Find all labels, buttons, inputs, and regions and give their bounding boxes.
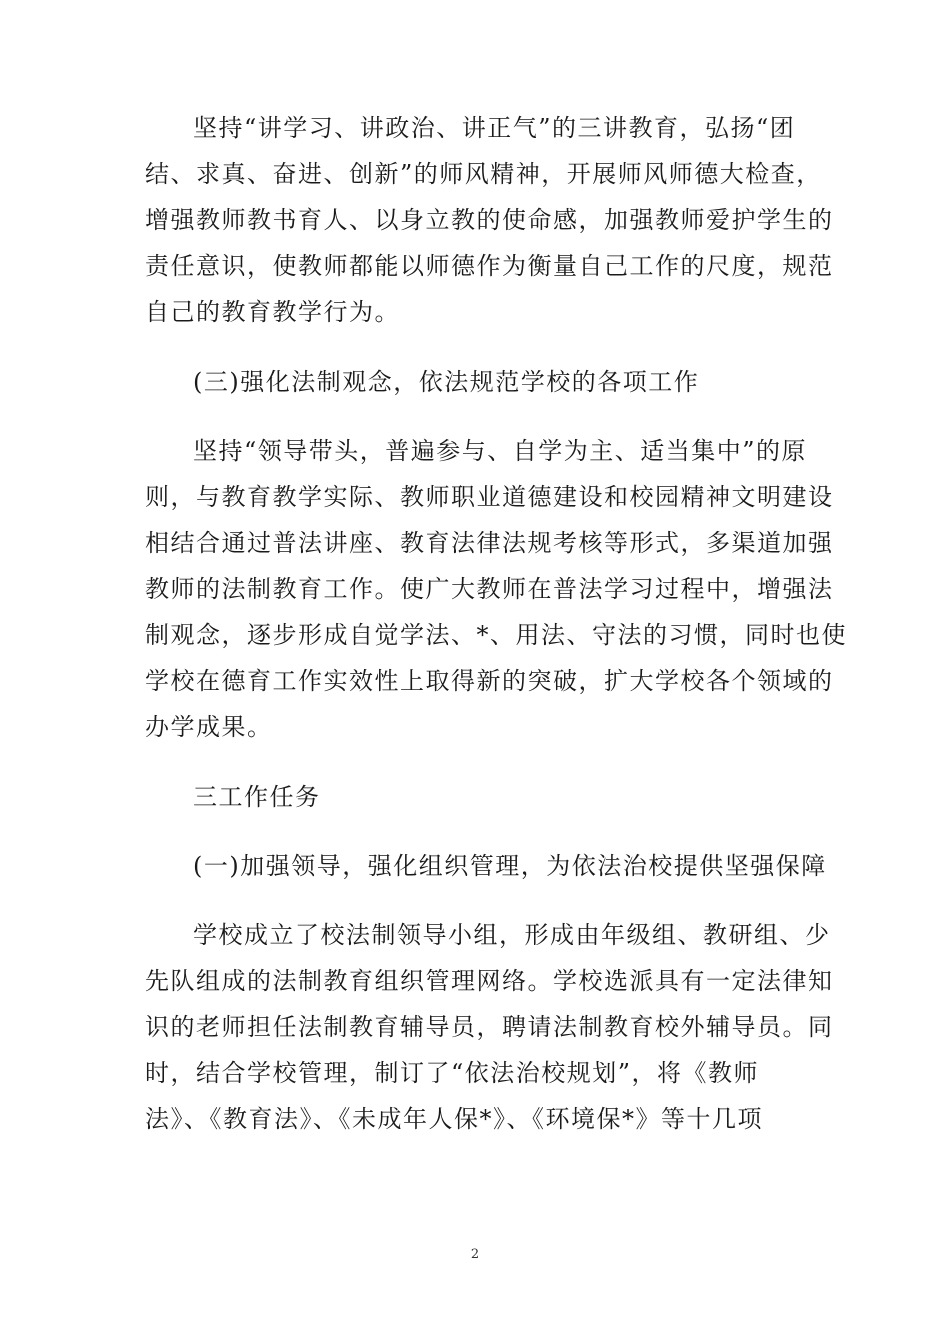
paragraph-3-line-1: 坚持“领导带头，普遍参与、自学为主、适当集中”的原 bbox=[193, 437, 808, 465]
paragraph-3-line-7: 办学成果。 bbox=[145, 713, 273, 741]
paragraph-3-line-3: 相结合通过普法讲座、教育法律法规考核等形式，多渠道加强 bbox=[145, 529, 834, 557]
section-heading-1: (一)加强领导，强化组织管理，为依法治校提供坚强保障 bbox=[193, 852, 827, 880]
section-heading-3: (三)强化法制观念，依法规范学校的各项工作 bbox=[193, 368, 700, 396]
paragraph-3-line-2: 则，与教育教学实际、教师职业道德建设和校园精神文明建设 bbox=[145, 483, 834, 511]
paragraph-1-line-3: 增强教师教书育人、以身立教的使命感，加强教师爱护学生的 bbox=[145, 206, 834, 234]
paragraph-1-line-2: 结、求真、奋进、创新”的师风精神，开展师风师德大检查， bbox=[145, 160, 822, 188]
page-number: 2 bbox=[470, 1247, 480, 1262]
section-heading-tasks: 三工作任务 bbox=[193, 783, 321, 811]
paragraph-3-line-4: 教师的法制教育工作。使广大教师在普法学习过程中，增强法 bbox=[145, 575, 834, 603]
paragraph-3-line-5: 制观念，逐步形成自觉学法、*、用法、守法的习惯，同时也使 bbox=[145, 621, 847, 649]
paragraph-6-line-5: 法》、《教育法》、《未成年人保*》、《环境保*》等十几项 bbox=[145, 1105, 763, 1133]
paragraph-1-line-4: 责任意识，使教师都能以师德作为衡量自己工作的尺度，规范 bbox=[145, 252, 834, 280]
paragraph-6-line-3: 识的老师担任法制教育辅导员，聘请法制教育校外辅导员。同 bbox=[145, 1013, 834, 1041]
paragraph-1-line-1: 坚持“讲学习、讲政治、讲正气”的三讲教育，弘扬“团 bbox=[193, 114, 796, 142]
paragraph-3-line-6: 学校在德育工作实效性上取得新的突破，扩大学校各个领域的 bbox=[145, 667, 834, 695]
paragraph-6-line-2: 先队组成的法制教育组织管理网络。学校选派具有一定法律知 bbox=[145, 967, 834, 995]
paragraph-1-line-5: 自己的教育教学行为。 bbox=[145, 298, 400, 326]
paragraph-6-line-1: 学校成立了校法制领导小组，形成由年级组、教研组、少 bbox=[193, 921, 831, 949]
paragraph-6-line-4: 时，结合学校管理，制订了“依法治校规划”，将《教师 bbox=[145, 1059, 760, 1087]
